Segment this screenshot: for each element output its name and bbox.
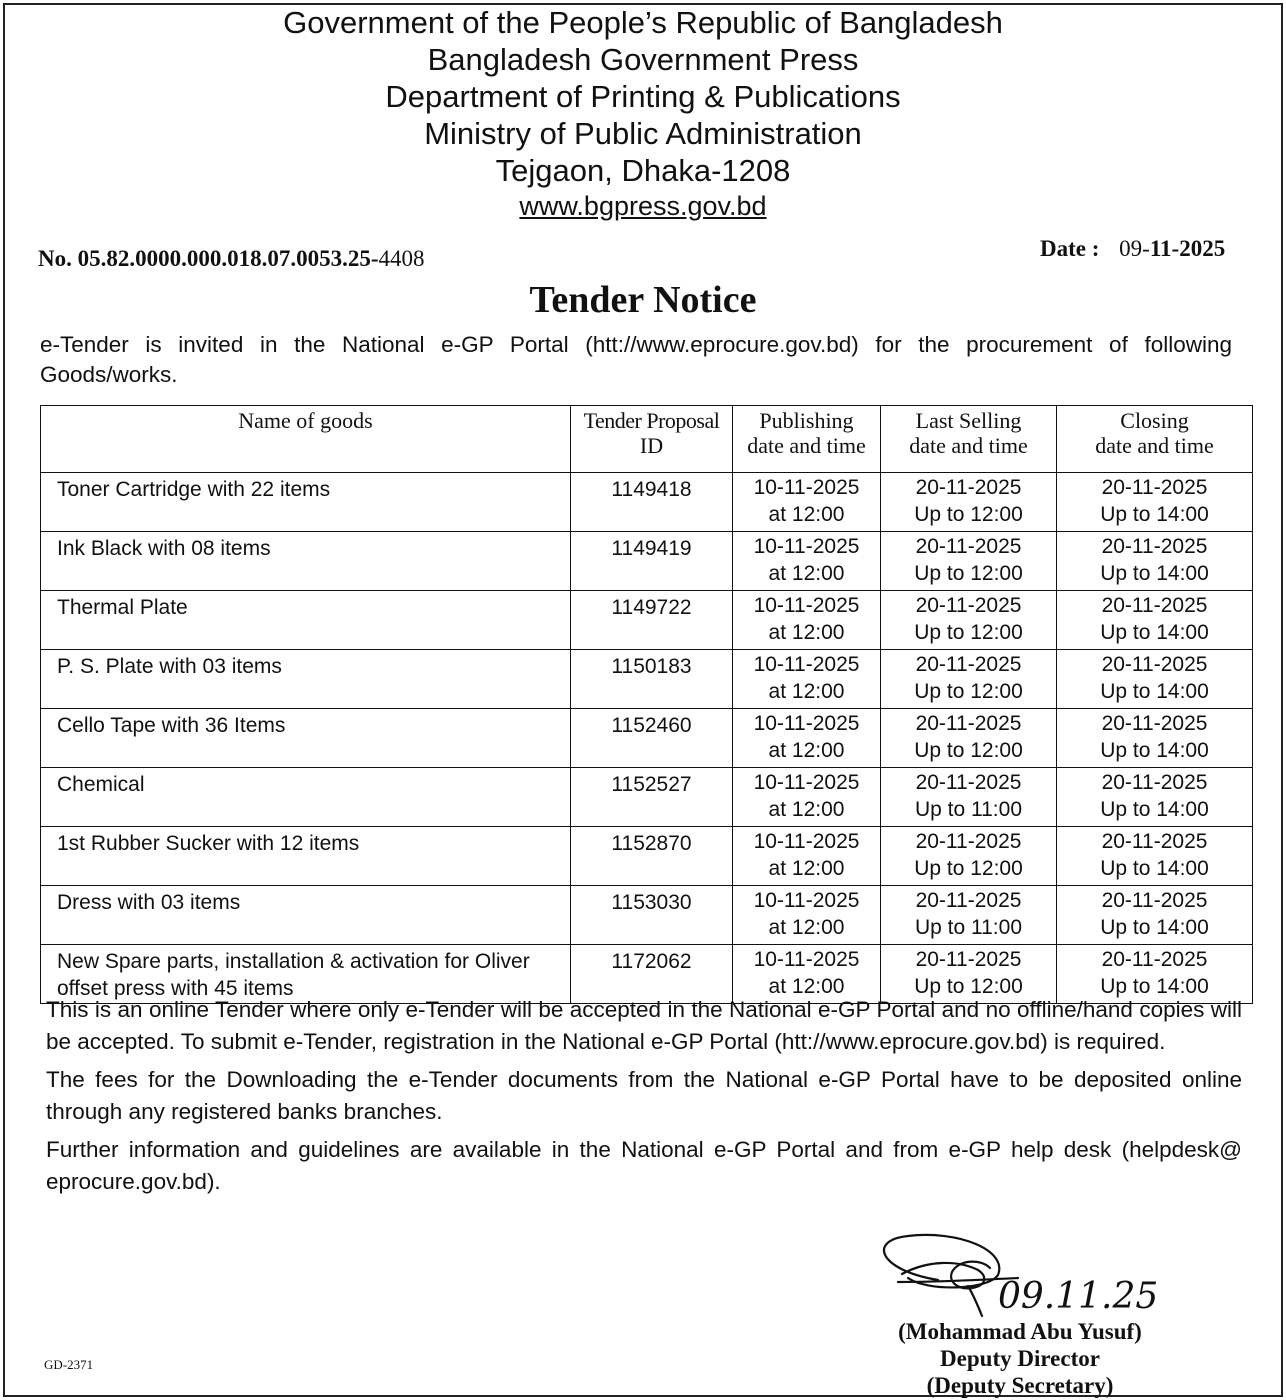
header-line-government: Government of the People’s Republic of Bangladesh	[283, 5, 1003, 40]
cell-goods-name: 1st Rubber Sucker with 12 items	[41, 827, 571, 886]
cell-publishing: 10-11-2025 at 12:00	[733, 650, 881, 709]
table-row	[41, 532, 1253, 591]
cell-last-selling: 20-11-2025 Up to 12:00	[881, 945, 1057, 1004]
table-header-row	[41, 406, 1253, 473]
cell-last-selling: 20-11-2025 Up to 11:00	[881, 768, 1057, 827]
header-last-selling: Last Selling date and time	[881, 406, 1057, 473]
cell-goods-name: Cello Tape with 36 Items	[41, 709, 571, 768]
handwritten-signature	[868, 1230, 1168, 1322]
signatory-rank: (Deputy Secretary)	[926, 1373, 1114, 1398]
cell-publishing: 10-11-2025 at 12:00	[733, 709, 881, 768]
memo-date	[1040, 236, 1225, 262]
cell-last-selling: 20-11-2025 Up to 12:00	[881, 709, 1057, 768]
cell-closing: 20-11-2025 Up to 14:00	[1057, 473, 1253, 532]
date-label: Date :	[1040, 236, 1100, 261]
cell-closing: 20-11-2025 Up to 14:00	[1057, 650, 1253, 709]
cell-closing: 20-11-2025 Up to 14:00	[1057, 591, 1253, 650]
header-tender-id: Tender Proposal ID	[571, 406, 733, 473]
cell-tender-id: 1150183	[571, 650, 733, 709]
cell-closing: 20-11-2025 Up to 14:00	[1057, 709, 1253, 768]
table-row	[41, 473, 1253, 532]
cell-goods-name: Thermal Plate	[41, 591, 571, 650]
signatory-name: (Mohammad Abu Yusuf)	[898, 1319, 1142, 1344]
table-row	[41, 709, 1253, 768]
signatory-designation: Deputy Director	[940, 1346, 1100, 1371]
table-row	[41, 591, 1253, 650]
cell-tender-id: 1149722	[571, 591, 733, 650]
date-value	[1119, 236, 1225, 261]
cell-publishing: 10-11-2025 at 12:00	[733, 532, 881, 591]
tender-table	[40, 405, 1253, 1004]
cell-last-selling: 20-11-2025 Up to 12:00	[881, 591, 1057, 650]
cell-closing: 20-11-2025 Up to 14:00	[1057, 768, 1253, 827]
table-row	[41, 827, 1253, 886]
cell-goods-name: Toner Cartridge with 22 items	[41, 473, 571, 532]
header-publishing: Publishing date and time	[733, 406, 881, 473]
memo-number-prefix: No. 05.82.0000.000.018.07.0053.25-	[38, 246, 379, 271]
cell-closing: 20-11-2025 Up to 14:00	[1057, 886, 1253, 945]
cell-last-selling: 20-11-2025 Up to 12:00	[881, 650, 1057, 709]
cell-goods-name: New Spare parts, installation & activation for Oliver offset press with 45 items	[41, 945, 571, 1004]
cell-closing: 20-11-2025 Up to 14:00	[1057, 827, 1253, 886]
header-name-of-goods: Name of goods	[41, 406, 571, 473]
header-line-ministry: Ministry of Public Administration	[424, 116, 862, 151]
cell-goods-name: Chemical	[41, 768, 571, 827]
cell-tender-id: 1153030	[571, 886, 733, 945]
terms-paragraph-helpdesk: Further information and guidelines are available in the National e-GP Portal and from e-GP help desk (helpdesk@ eprocure.gov.bd).	[46, 1137, 1242, 1194]
letterhead	[0, 4, 1286, 223]
cell-publishing: 10-11-2025 at 12:00	[733, 591, 881, 650]
cell-publishing: 10-11-2025 at 12:00	[733, 886, 881, 945]
intro-paragraph: e-Tender is invited in the National e-GP Portal (htt://www.eprocure.gov.bd) for the procurement of following Goods/works.	[40, 332, 1232, 387]
footer-code: GD-2371	[44, 1357, 94, 1372]
table-row	[41, 650, 1253, 709]
cell-publishing: 10-11-2025 at 12:00	[733, 945, 881, 1004]
cell-publishing: 10-11-2025 at 12:00	[733, 768, 881, 827]
cell-tender-id: 1152870	[571, 827, 733, 886]
cell-last-selling: 20-11-2025 Up to 12:00	[881, 827, 1057, 886]
signatory-block	[855, 1318, 1185, 1399]
cell-tender-id: 1172062	[571, 945, 733, 1004]
cell-tender-id: 1149418	[571, 473, 733, 532]
cell-last-selling: 20-11-2025 Up to 11:00	[881, 886, 1057, 945]
cell-goods-name: P. S. Plate with 03 items	[41, 650, 571, 709]
handwritten-date: 09.11.25	[998, 1276, 1159, 1317]
cell-goods-name: Dress with 03 items	[41, 886, 571, 945]
header-website-link[interactable]: www.bgpress.gov.bd	[519, 191, 767, 221]
page-title: Tender Notice	[529, 279, 757, 321]
memo-number	[38, 246, 425, 272]
cell-goods-name: Ink Black with 08 items	[41, 532, 571, 591]
date-value-rest: 11-2025	[1149, 236, 1226, 261]
table-row	[41, 768, 1253, 827]
cell-tender-id: 1152460	[571, 709, 733, 768]
cell-tender-id: 1149419	[571, 532, 733, 591]
terms-paragraph-online: This is an online Tender where only e-Tender will be accepted in the National e-GP Portal and no offline/hand copies will be accepted. To submit e-Tender, registration in the National e-GP Portal (htt://www.eprocure.gov.bd) is required.	[46, 997, 1242, 1054]
cell-last-selling: 20-11-2025 Up to 12:00	[881, 473, 1057, 532]
terms-paragraph-fees: The fees for the Downloading the e-Tender documents from the National e-GP Portal have to be deposited online through any registered banks branches.	[46, 1067, 1242, 1124]
cell-publishing: 10-11-2025 at 12:00	[733, 827, 881, 886]
cell-closing: 20-11-2025 Up to 14:00	[1057, 532, 1253, 591]
date-value-day: 09-	[1119, 236, 1150, 261]
header-line-press: Bangladesh Government Press	[427, 42, 859, 77]
terms-section	[46, 994, 1242, 1204]
table-row	[41, 886, 1253, 945]
cell-publishing: 10-11-2025 at 12:00	[733, 473, 881, 532]
memo-number-suffix: 4408	[378, 246, 425, 271]
header-closing: Closing date and time	[1057, 406, 1253, 473]
cell-tender-id: 1152527	[571, 768, 733, 827]
cell-last-selling: 20-11-2025 Up to 12:00	[881, 532, 1057, 591]
header-line-address: Tejgaon, Dhaka-1208	[495, 153, 791, 188]
cell-closing: 20-11-2025 Up to 14:00	[1057, 945, 1253, 1004]
header-line-department: Department of Printing & Publications	[385, 79, 901, 114]
